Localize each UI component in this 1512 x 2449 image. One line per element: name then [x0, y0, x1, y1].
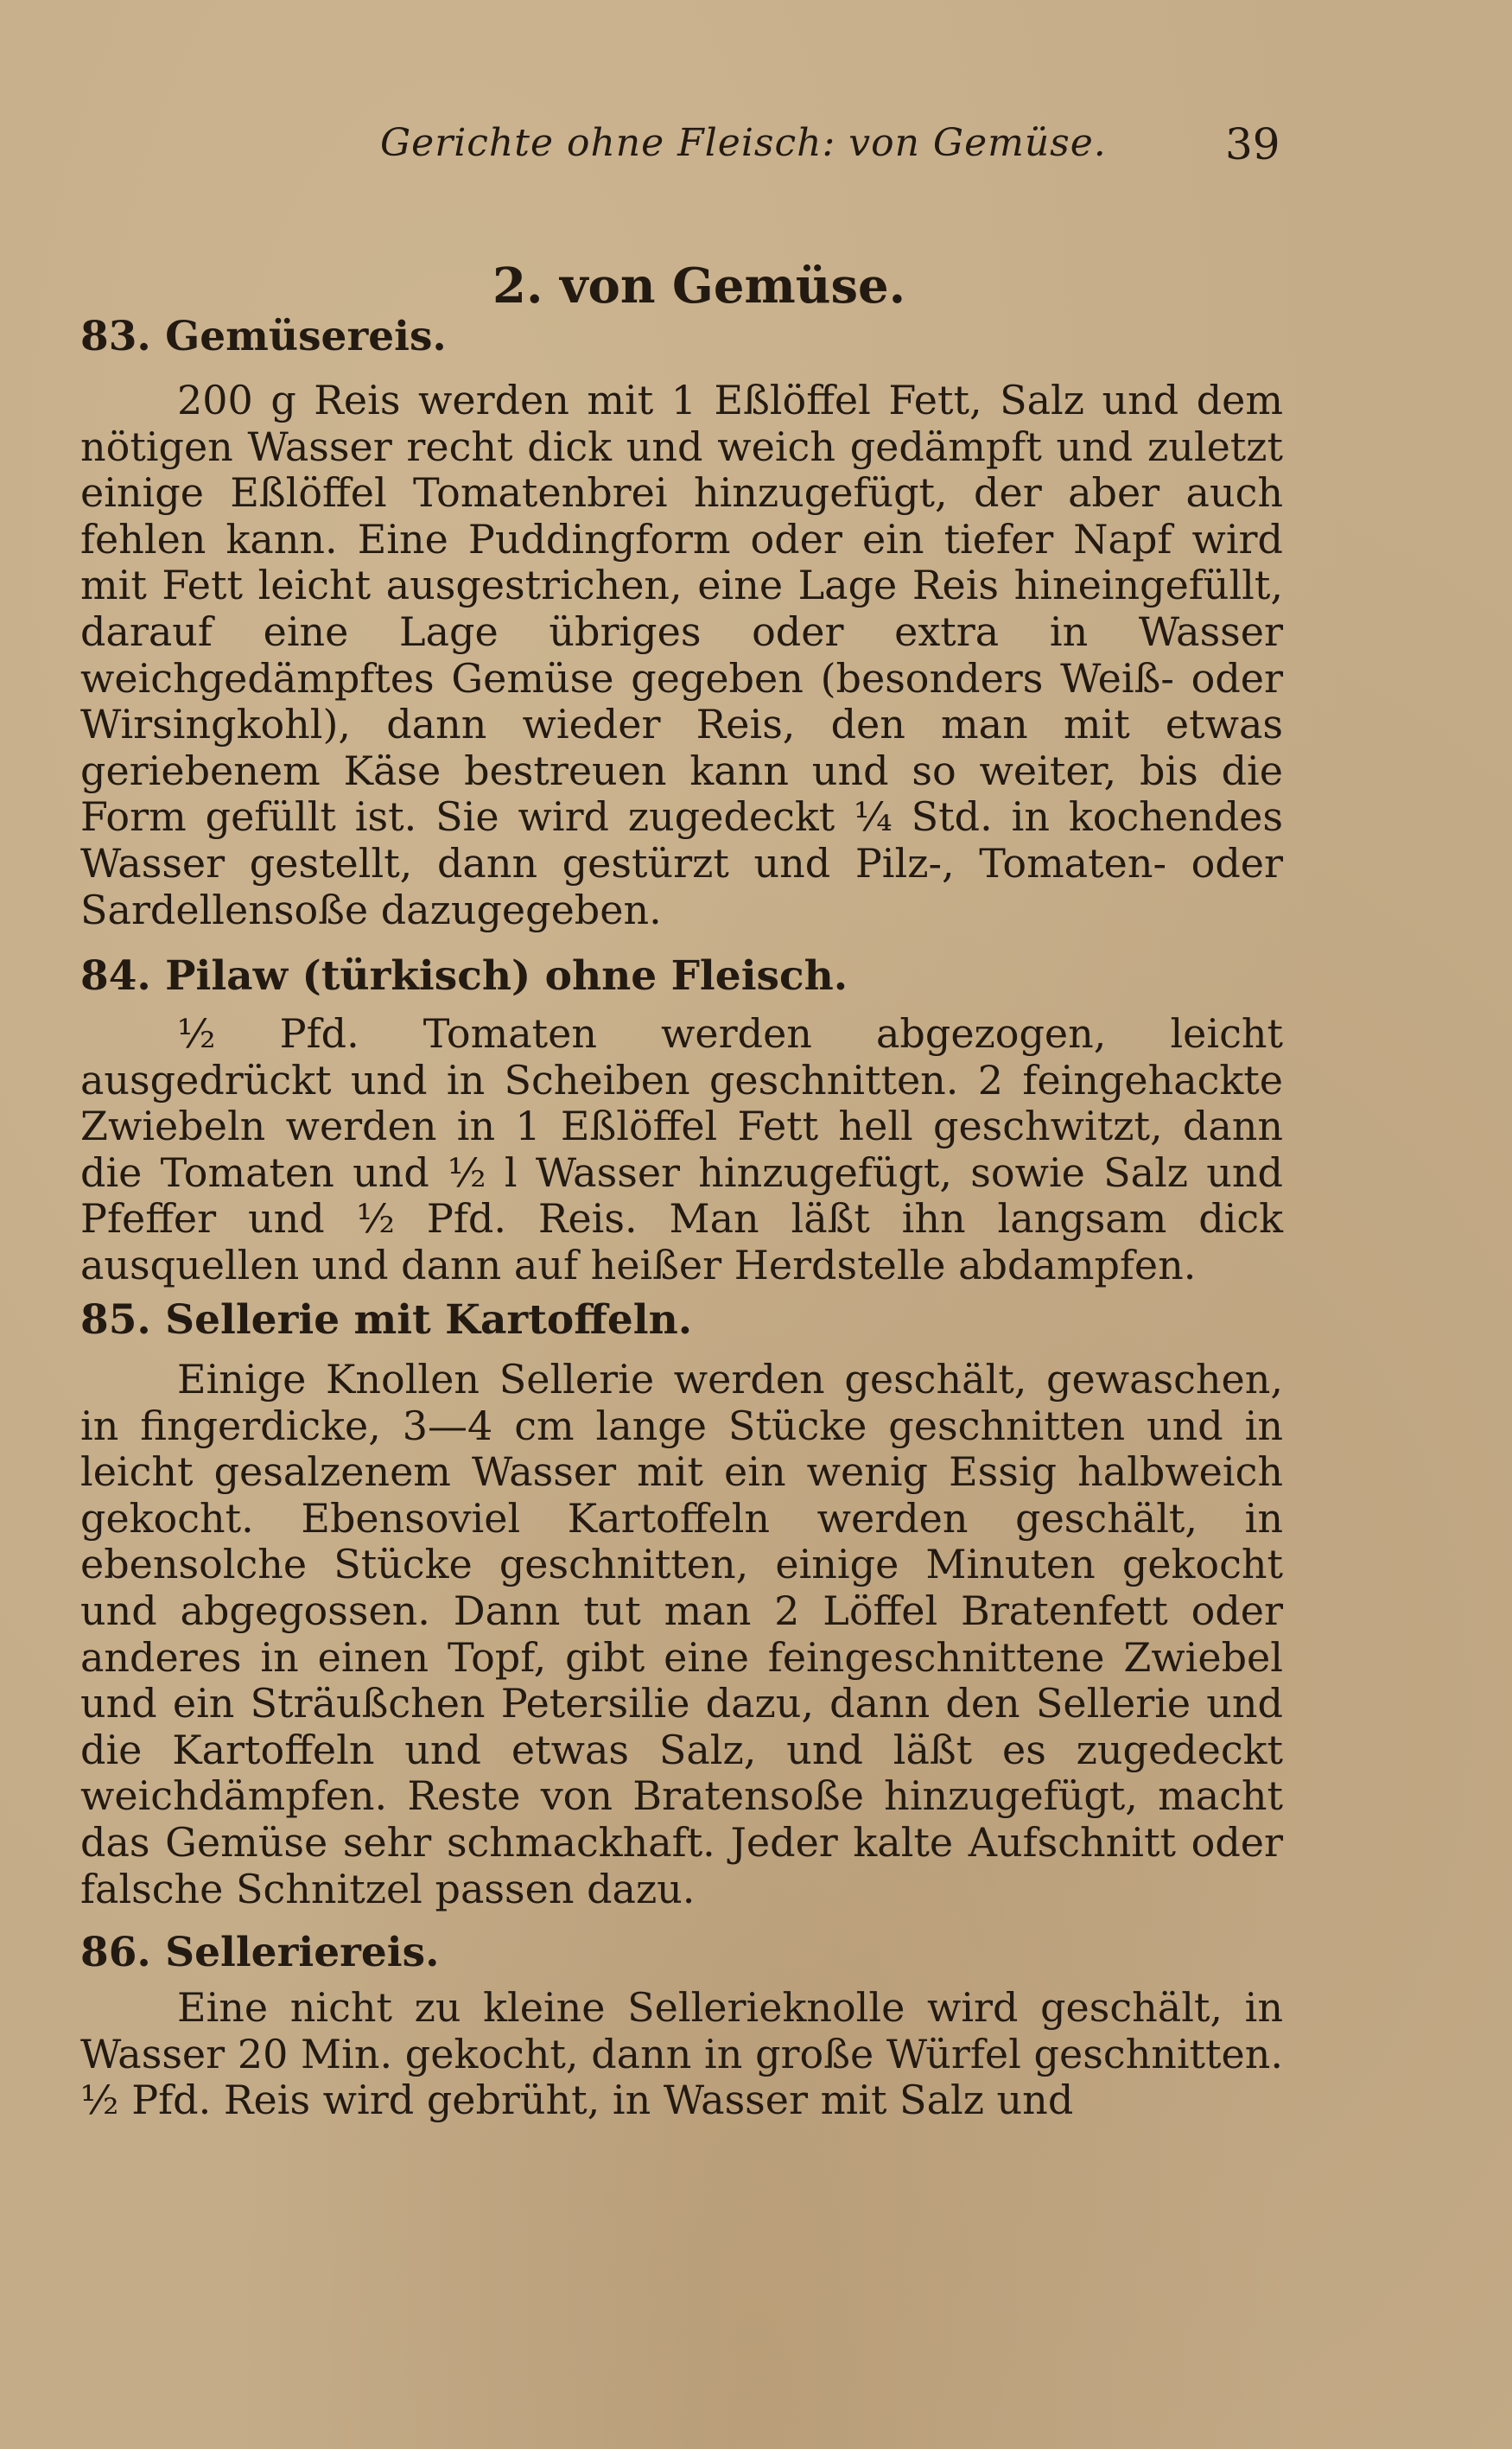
page-number: 39: [1225, 119, 1280, 169]
running-head: Gerichte ohne Fleisch: von Gemüse.: [380, 121, 1107, 165]
recipe-text-84: ½ Pfd. Tomaten werden abgezogen, leicht ausgedrückt und in Scheiben geschnitten. 2 feingehackte Zwiebeln werden in 1 Eßlöffel Fett hell geschwitzt, dann die Tomaten und ½ l Wasser hinzugefügt, sowie Salz und Pfeffer und ½ Pfd. Reis. Man läßt ihn langsam dick ausquellen und dann auf heißer Herdstelle abdampfen.: [80, 1010, 1283, 1288]
recipe-title-83: 83. Gemüsereis.: [80, 313, 447, 360]
section-title: 2. von Gemüse.: [492, 258, 906, 315]
recipe-text-86: Eine nicht zu kleine Sellerieknolle wird geschält, in Wasser 20 Min. gekocht, dann in große Würfel geschnitten. ½ Pfd. Reis wird gebrüht, in Wasser mit Salz und: [80, 1984, 1283, 2124]
recipe-title-84: 84. Pilaw (türkisch) ohne Fleisch.: [80, 952, 848, 1000]
recipe-text-83: 200 g Reis werden mit 1 Eßlöffel Fett, Salz und dem nötigen Wasser recht dick und weich gedämpft und zuletzt einige Eßlöffel Tomatenbrei hinzugefügt, der aber auch fehlen kann. Eine Puddingform oder ein tiefer Napf wird mit Fett leicht ausgestrichen, eine Lage Reis hineingefüllt, darauf eine Lage übriges oder extra in Wasser weichgedämpftes Gemüse gegeben (besonders Weiß- oder Wirsingkohl), dann wieder Reis, den man mit etwas geriebenem Käse bestreuen kann und so weiter, bis die Form gefüllt ist. Sie wird zugedeckt ¼ Std. in kochendes Wasser gestellt, dann gestürzt und Pilz-, Tomaten- oder Sardellensoße dazugegeben.: [80, 377, 1283, 933]
recipe-text-85: Einige Knollen Sellerie werden geschält, gewaschen, in fingerdicke, 3—4 cm lange Stücke geschnitten und in leicht gesalzenem Wasser mit ein wenig Essig halbweich gekocht. Ebensoviel Kartoffeln werden geschält, in ebensolche Stücke geschnitten, einige Minuten gekocht und abgegossen. Dann tut man 2 Löffel Bratenfett oder anderes in einen Topf, gibt eine feingeschnittene Zwiebel und ein Sträußchen Petersilie dazu, dann den Sellerie und die Kartoffeln und etwas Salz, und läßt es zugedeckt weichdämpfen. Reste von Bratensoße hinzugefügt, macht das Gemüse sehr schmackhaft. Jeder kalte Aufschnitt oder falsche Schnitzel passen dazu.: [80, 1356, 1283, 1912]
recipe-title-86: 86. Selleriereis.: [80, 1929, 440, 1976]
recipe-title-85: 85. Sellerie mit Kartoffeln.: [80, 1296, 693, 1344]
